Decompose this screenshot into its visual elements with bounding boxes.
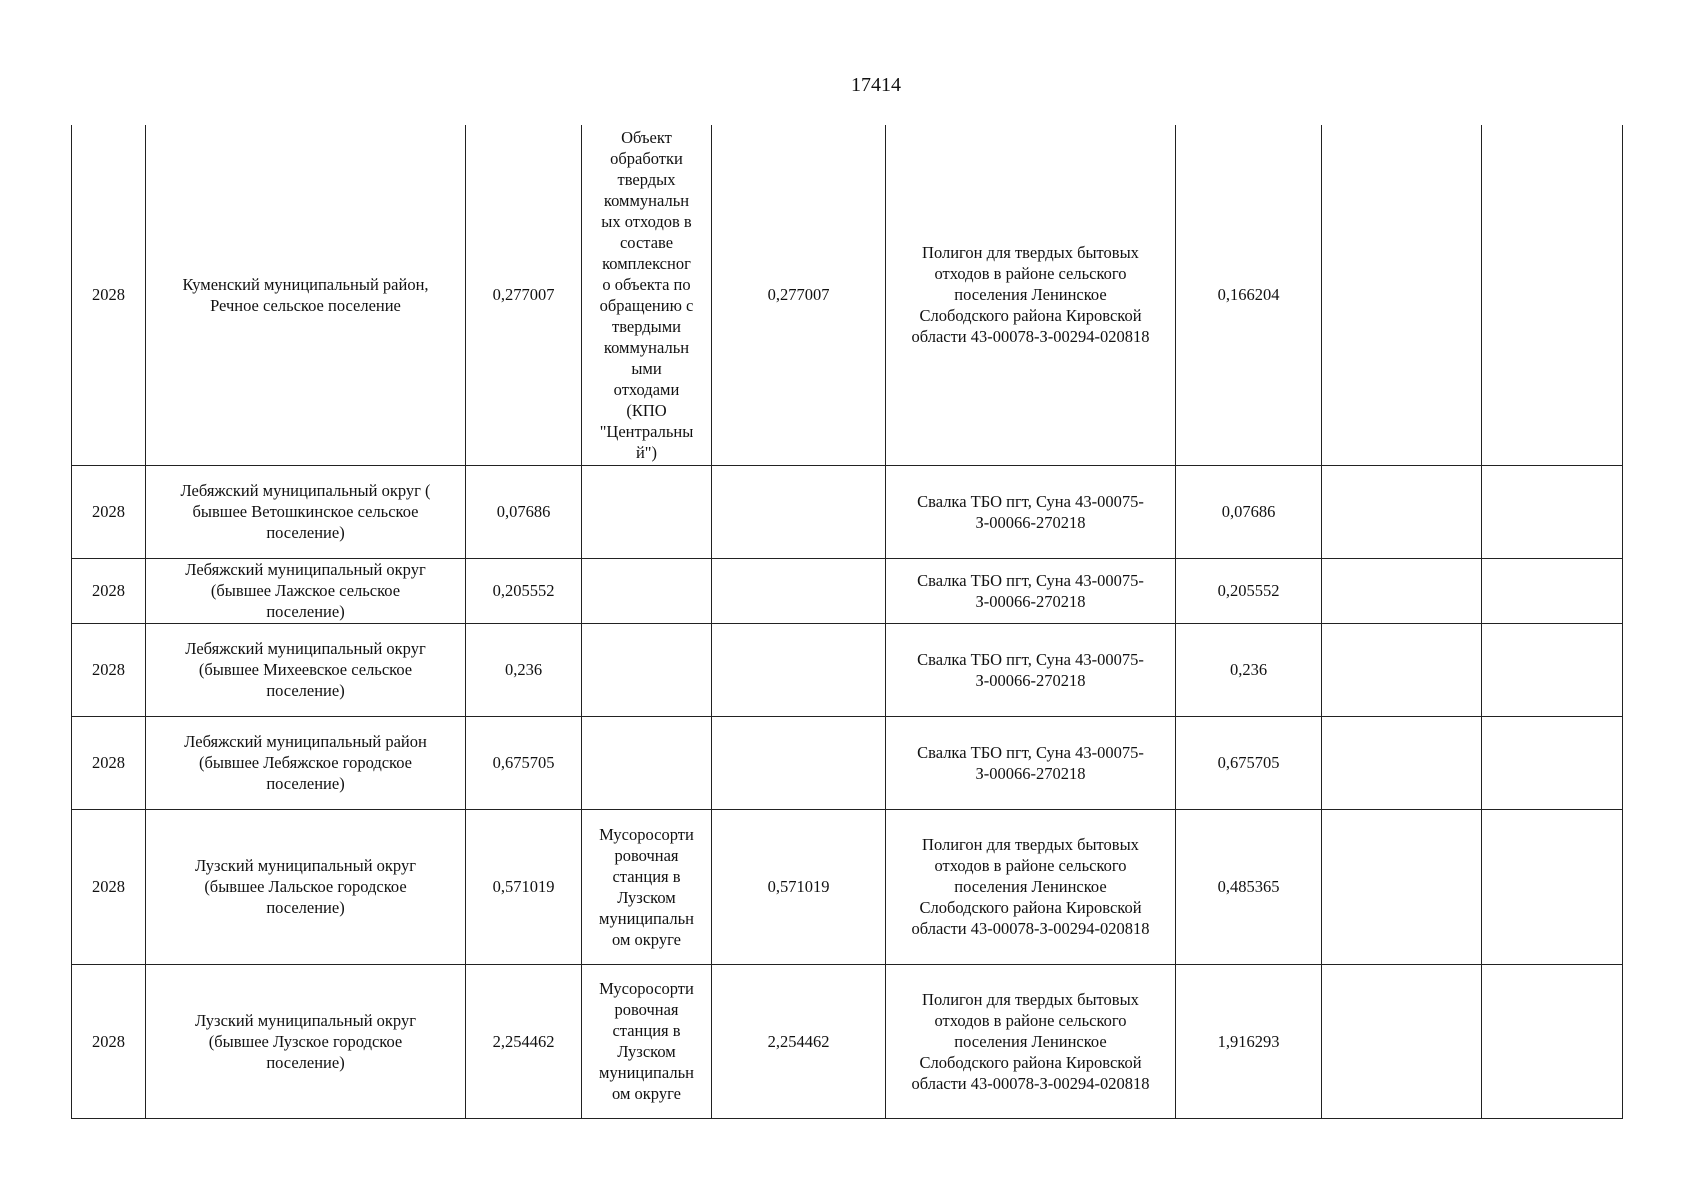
year-cell: 2028: [72, 964, 146, 1118]
disposal-facility-cell: Свалка ТБО пгт, Суна 43-00075- З-00066-270218: [886, 465, 1176, 558]
territory-cell: Лузский муниципальный округ (бывшее Лальское городское поселение): [146, 809, 466, 964]
empty-cell: [1482, 623, 1623, 716]
mass-cell: 0,571019: [466, 809, 582, 964]
processed-mass-cell: [712, 465, 886, 558]
year-cell: 2028: [72, 716, 146, 809]
table-row: [72, 809, 1623, 964]
empty-cell: [1322, 964, 1482, 1118]
year-cell: 2028: [72, 558, 146, 623]
disposed-mass-cell: 0,166204: [1176, 125, 1322, 465]
disposed-mass-cell: 0,07686: [1176, 465, 1322, 558]
disposal-facility-cell: Полигон для твердых бытовых отходов в районе сельского поселения Ленинское Слободского района Кировской области 43-00078-З-00294-020818: [886, 125, 1176, 465]
mass-cell: 0,205552: [466, 558, 582, 623]
territory-cell: Лебяжский муниципальный округ (бывшее Михеевское сельское поселение): [146, 623, 466, 716]
empty-cell: [1322, 558, 1482, 623]
processing-object-cell: [582, 623, 712, 716]
processed-mass-cell: 0,571019: [712, 809, 886, 964]
empty-cell: [1482, 964, 1623, 1118]
processed-mass-cell: [712, 716, 886, 809]
empty-cell: [1322, 125, 1482, 465]
territory-cell: Лебяжский муниципальный район (бывшее Лебяжское городское поселение): [146, 716, 466, 809]
territory-cell: Лузский муниципальный округ (бывшее Лузское городское поселение): [146, 964, 466, 1118]
processed-mass-cell: [712, 623, 886, 716]
processing-object-cell: [582, 465, 712, 558]
empty-cell: [1322, 623, 1482, 716]
processed-mass-cell: 0,277007: [712, 125, 886, 465]
empty-cell: [1482, 465, 1623, 558]
table-row: [72, 558, 1623, 623]
processed-mass-cell: [712, 558, 886, 623]
empty-cell: [1482, 809, 1623, 964]
table-row: [72, 964, 1623, 1118]
waste-flow-table: [71, 125, 1623, 1119]
processing-object-cell: [582, 716, 712, 809]
year-cell: 2028: [72, 623, 146, 716]
territory-cell: Лебяжский муниципальный округ (бывшее Лажское сельское поселение): [146, 558, 466, 623]
table-row: [72, 623, 1623, 716]
empty-cell: [1322, 716, 1482, 809]
empty-cell: [1482, 125, 1623, 465]
disposed-mass-cell: 1,916293: [1176, 964, 1322, 1118]
empty-cell: [1482, 558, 1623, 623]
empty-cell: [1482, 716, 1623, 809]
territory-cell: Лебяжский муниципальный округ ( бывшее Ветошкинское сельское поселение): [146, 465, 466, 558]
mass-cell: 0,277007: [466, 125, 582, 465]
mass-cell: 0,236: [466, 623, 582, 716]
table-row: [72, 716, 1623, 809]
year-cell: 2028: [72, 125, 146, 465]
disposed-mass-cell: 0,205552: [1176, 558, 1322, 623]
table-row: [72, 465, 1623, 558]
mass-cell: 2,254462: [466, 964, 582, 1118]
disposed-mass-cell: 0,675705: [1176, 716, 1322, 809]
processing-object-cell: Объект обработки твердых коммунальн ых отходов в составе комплексног о объекта по обращению с твердыми коммунальн ыми отходами (КПО "Центральны й"): [582, 125, 712, 465]
processing-object-cell: Мусоросорти ровочная станция в Лузском муниципальн ом округе: [582, 809, 712, 964]
disposal-facility-cell: Полигон для твердых бытовых отходов в районе сельского поселения Ленинское Слободского района Кировской области 43-00078-З-00294-020818: [886, 964, 1176, 1118]
processing-object-cell: Мусоросорти ровочная станция в Лузском муниципальн ом округе: [582, 964, 712, 1118]
year-cell: 2028: [72, 465, 146, 558]
disposal-facility-cell: Свалка ТБО пгт, Суна 43-00075- З-00066-270218: [886, 623, 1176, 716]
processing-object-cell: [582, 558, 712, 623]
disposal-facility-cell: Свалка ТБО пгт, Суна 43-00075- З-00066-270218: [886, 716, 1176, 809]
mass-cell: 0,675705: [466, 716, 582, 809]
disposed-mass-cell: 0,485365: [1176, 809, 1322, 964]
page-number: 17414: [851, 74, 901, 96]
empty-cell: [1322, 465, 1482, 558]
year-cell: 2028: [72, 809, 146, 964]
mass-cell: 0,07686: [466, 465, 582, 558]
disposal-facility-cell: Полигон для твердых бытовых отходов в районе сельского поселения Ленинское Слободского района Кировской области 43-00078-З-00294-020818: [886, 809, 1176, 964]
empty-cell: [1322, 809, 1482, 964]
table-row: [72, 125, 1623, 465]
disposal-facility-cell: Свалка ТБО пгт, Суна 43-00075- З-00066-270218: [886, 558, 1176, 623]
processed-mass-cell: 2,254462: [712, 964, 886, 1118]
territory-cell: Куменский муниципальный район, Речное сельское поселение: [146, 125, 466, 465]
disposed-mass-cell: 0,236: [1176, 623, 1322, 716]
